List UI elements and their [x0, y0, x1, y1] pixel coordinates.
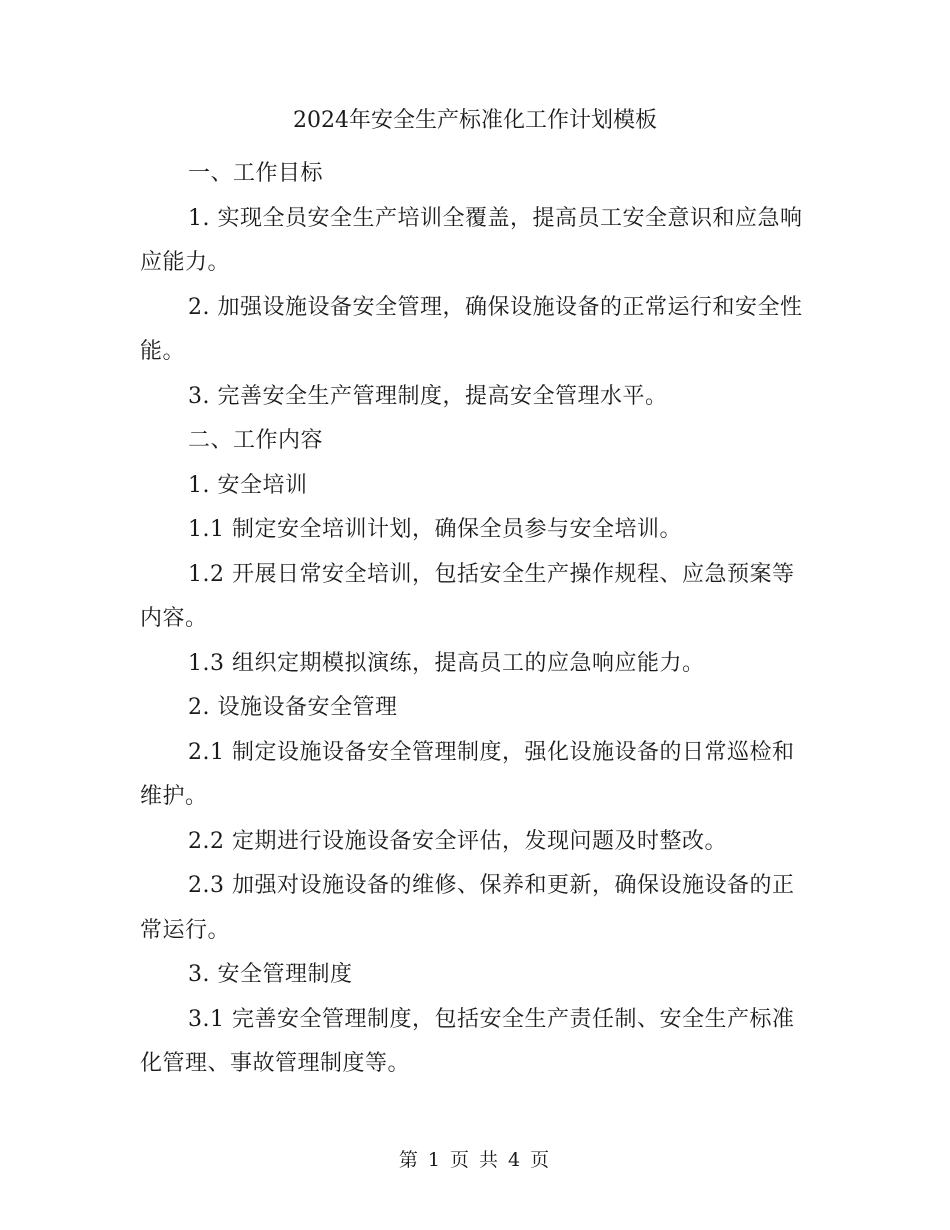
- section-heading-content: 二、工作内容: [188, 428, 324, 453]
- training-item-1-2: 1.2 开展日常安全培训，包括安全生产操作规程、应急预案等内容。: [140, 561, 795, 631]
- subsection-heading-equipment: 2. 设施设备安全管理: [188, 695, 398, 720]
- training-item-1-1: 1.1 制定安全培训计划，确保全员参与安全培训。: [188, 517, 682, 542]
- goal-item-3: 3. 完善安全生产管理制度，提高安全管理水平。: [188, 383, 668, 409]
- management-item-3-1: 3.1 完善安全管理制度，包括安全生产责任制、安全生产标准化管理、事故管理制度等。: [140, 1006, 795, 1076]
- training-item-1-3: 1.3 组织定期模拟演练，提高员工的应急响应能力。: [188, 650, 705, 676]
- equipment-item-2-3: 2.3 加强对设施设备的维修、保养和更新，确保设施设备的正常运行。: [140, 873, 795, 943]
- section-heading-goals: 一、工作目标: [188, 161, 324, 186]
- goal-item-2: 2. 加强设施设备安全管理，确保设施设备的正常运行和安全性能。: [140, 294, 803, 364]
- equipment-item-2-2: 2.2 定期进行设施设备安全评估，发现问题及时整改。: [188, 828, 727, 854]
- page-footer: 第 1 页 共 4 页: [398, 1149, 552, 1171]
- subsection-heading-training: 1. 安全培训: [188, 472, 308, 498]
- subsection-heading-management: 3. 安全管理制度: [188, 962, 353, 987]
- document-body: [140, 152, 810, 1087]
- equipment-item-2-1: 2.1 制定设施设备安全管理制度，强化设施设备的日常巡检和维护。: [140, 739, 795, 809]
- goal-item-1: 1. 实现全员安全生产培训全覆盖，提高员工安全意识和应急响应能力。: [140, 205, 803, 275]
- document-title: 2024年安全生产标准化工作计划模板: [293, 108, 657, 133]
